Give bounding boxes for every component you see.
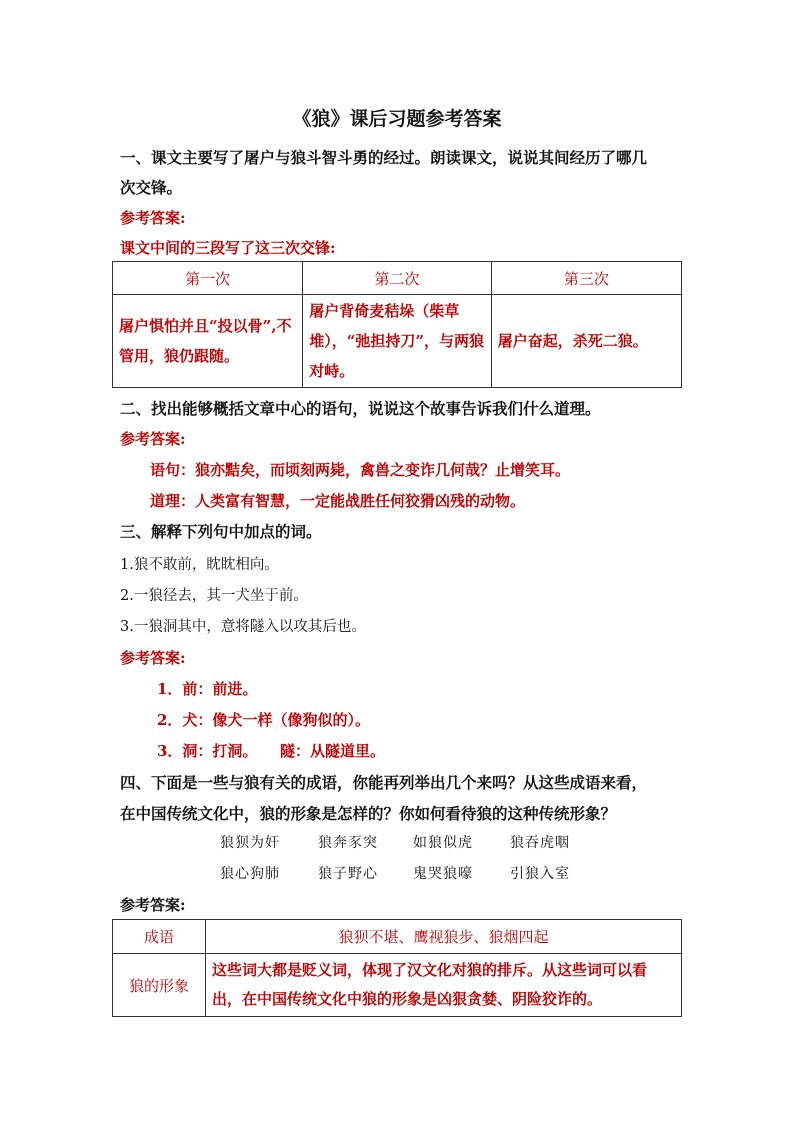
question-3-item-3: 3.一狼洞其中，意将隧入以攻其后也。 bbox=[120, 619, 366, 635]
answer-1-intro: 课文中间的三段写了这三次交锋: bbox=[120, 239, 336, 257]
question-3-item-1: 1.狼不敢前，眈眈相向。 bbox=[120, 557, 279, 573]
exchange-table bbox=[112, 261, 682, 388]
table-header-1: 第一次 bbox=[113, 262, 303, 295]
table-cell-3: 屠户奋起，杀死二狼。 bbox=[491, 295, 681, 388]
idiom-5: 狼心狗肺 bbox=[220, 866, 280, 882]
table-cell-2: 屠户背倚麦秸垛（柴草堆），“弛担持刀”，与两狼对峙。 bbox=[303, 295, 491, 388]
idiom-1: 狼狈为奸 bbox=[220, 835, 280, 851]
idiom-table bbox=[112, 919, 682, 1017]
idiom-8: 引狼入室 bbox=[510, 866, 570, 882]
table-cell-1: 屠户惧怕并且“投以骨”,不管用，狼仍跟随。 bbox=[113, 295, 303, 388]
table-header-3: 第三次 bbox=[491, 262, 681, 295]
question-4-line-2: 在中国传统文化中，狼的形象是怎样的？你如何看待狼的这种传统形象？ bbox=[120, 804, 617, 823]
idiom-7: 鬼哭狼嚎 bbox=[413, 866, 473, 882]
answer-3-item-2: 2．犬：像犬一样（像狗似的）。 bbox=[157, 711, 370, 729]
question-1-line-1: 一、课文主要写了屠户与狼斗智斗勇的经过。朗读课文，说说其间经历了哪几 bbox=[120, 148, 648, 167]
question-1-line-2: 次交锋。 bbox=[120, 178, 183, 197]
idiom-table-row-label: 狼的形象 bbox=[113, 954, 206, 1017]
table-header-2: 第二次 bbox=[303, 262, 491, 295]
idiom-table-header-value: 狼狈不堪、鹰视狼步、狼烟四起 bbox=[206, 920, 682, 954]
idiom-2: 狼奔豕突 bbox=[318, 835, 378, 851]
answer-label-2: 参考答案: bbox=[120, 430, 186, 448]
idiom-3: 如狼似虎 bbox=[413, 835, 473, 851]
idiom-4: 狼吞虎咽 bbox=[510, 835, 570, 851]
idiom-table-row-value: 这些词大都是贬义词，体现了汉文化对狼的排斥。从这些词可以看出，在中国传统文化中狼的形象是凶狠贪婪、阴险狡诈的。 bbox=[206, 954, 682, 1017]
question-4-line-1: 四、下面是一些与狼有关的成语，你能再列举出几个来吗？从这些成语来看， bbox=[120, 773, 648, 792]
answer-3-item-1: 1．前：前进。 bbox=[157, 680, 258, 698]
question-3: 三、解释下列句中加点的词。 bbox=[120, 522, 322, 541]
answer-2-sentence: 语句：狼亦黠矣，而顷刻两毙，禽兽之变诈几何哉？止增笑耳。 bbox=[150, 461, 571, 479]
question-3-item-2: 2.一狼径去，其一犬坐于前。 bbox=[120, 588, 308, 604]
answer-2-lesson: 道理：人类富有智慧，一定能战胜任何狡猾凶残的动物。 bbox=[150, 492, 526, 510]
answer-3-item-3: 3．洞：打洞。 隧：从隧道里。 bbox=[157, 742, 385, 760]
answer-label-1: 参考答案: bbox=[120, 209, 186, 227]
idiom-table-header-label: 成语 bbox=[113, 920, 206, 954]
answer-label-3: 参考答案: bbox=[120, 649, 186, 667]
answer-label-4: 参考答案: bbox=[120, 896, 186, 914]
page-title: 《狼》课后习题参考答案 bbox=[292, 108, 502, 130]
question-2: 二、找出能够概括文章中心的语句，说说这个故事告诉我们什么道理。 bbox=[120, 399, 601, 418]
idiom-6: 狼子野心 bbox=[318, 866, 378, 882]
